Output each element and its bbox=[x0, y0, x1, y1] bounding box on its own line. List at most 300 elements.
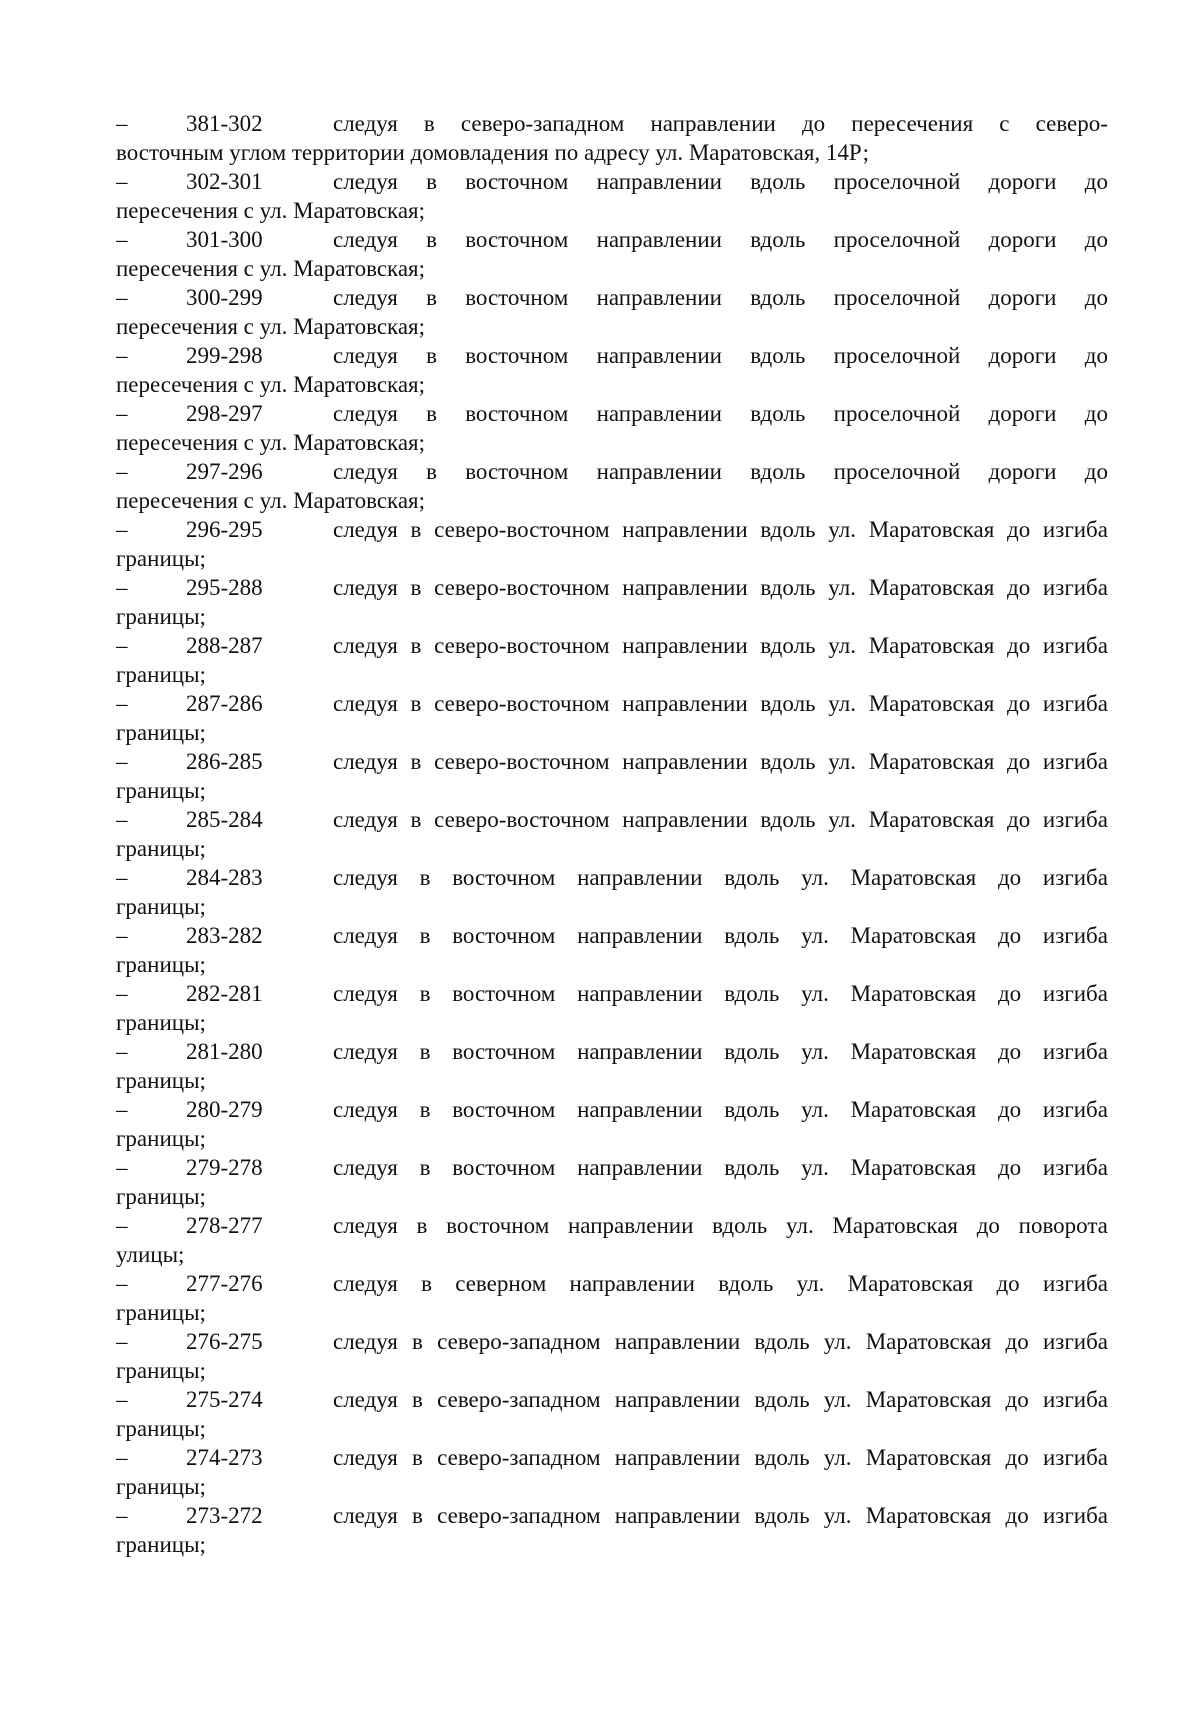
entry-word: проселочной bbox=[833, 227, 961, 252]
entry-word: до bbox=[1005, 1503, 1029, 1528]
boundary-entry bbox=[116, 1037, 1108, 1095]
entry-word: в bbox=[419, 865, 431, 890]
list-dash: – bbox=[116, 1155, 128, 1180]
entry-text bbox=[333, 1037, 1108, 1066]
entry-word: изгиба bbox=[1042, 1445, 1108, 1470]
entry-word: в bbox=[410, 575, 422, 600]
entry-word: Маратовская bbox=[847, 1271, 974, 1296]
entry-word: северо-восточном bbox=[434, 807, 610, 832]
entry-word: следуя bbox=[333, 633, 398, 658]
entry-word: в bbox=[419, 1097, 431, 1122]
entry-first-line bbox=[116, 863, 1108, 892]
list-dash: – bbox=[116, 865, 128, 890]
entry-word: восточном bbox=[465, 169, 569, 194]
entry-word: вдоль bbox=[760, 633, 816, 658]
segment-number: 281-280 bbox=[186, 1039, 263, 1064]
list-dash: – bbox=[116, 691, 128, 716]
entry-continuation: пересечения с ул. Маратовская; bbox=[116, 314, 426, 339]
entry-first-line bbox=[116, 979, 1108, 1008]
entry-first-line bbox=[116, 399, 1108, 428]
entry-word: Маратовская bbox=[850, 923, 977, 948]
segment-number: 274-273 bbox=[186, 1445, 263, 1470]
entry-word: проселочной bbox=[833, 343, 961, 368]
entry-word: вдоль bbox=[760, 691, 816, 716]
boundary-entry bbox=[116, 1501, 1108, 1559]
entry-word: Маратовская bbox=[868, 517, 995, 542]
entry-word: вдоль bbox=[750, 401, 806, 426]
entry-word: вдоль bbox=[760, 807, 816, 832]
list-dash: – bbox=[116, 575, 128, 600]
entry-word: вдоль bbox=[754, 1387, 810, 1412]
boundary-entry bbox=[116, 631, 1108, 689]
entry-word: ул. bbox=[823, 1445, 852, 1470]
boundary-entry bbox=[116, 1327, 1108, 1385]
entry-first-line bbox=[116, 631, 1108, 660]
entry-word: пересечения bbox=[851, 111, 974, 136]
entry-continuation: восточным углом территории домовладения по адресу ул. Маратовская, 14Р; bbox=[116, 140, 869, 165]
entry-word: направлении bbox=[622, 807, 748, 832]
boundary-description-list bbox=[116, 109, 1108, 1559]
entry-word: Маратовская bbox=[850, 1097, 977, 1122]
entry-word: ул. bbox=[828, 807, 856, 832]
entry-word: до bbox=[1007, 575, 1031, 600]
entry-word: следуя bbox=[333, 285, 398, 310]
entry-word: в bbox=[412, 1503, 423, 1528]
entry-word: изгиба bbox=[1042, 749, 1108, 774]
entry-word: направлении bbox=[596, 285, 722, 310]
segment-number: 280-279 bbox=[186, 1097, 263, 1122]
entry-word: следуя bbox=[333, 807, 398, 832]
entry-continuation: пересечения с ул. Маратовская; bbox=[116, 488, 426, 513]
entry-word: Маратовская bbox=[868, 575, 995, 600]
boundary-entry bbox=[116, 1153, 1108, 1211]
entry-word: северо-восточном bbox=[434, 633, 610, 658]
entry-word: следуя bbox=[333, 1329, 398, 1354]
entry-word: в bbox=[419, 1155, 431, 1180]
entry-word: вдоль bbox=[750, 227, 806, 252]
boundary-entry bbox=[116, 805, 1108, 863]
list-dash: – bbox=[116, 981, 128, 1006]
entry-word: северо-западном bbox=[437, 1387, 601, 1412]
entry-word: в bbox=[410, 633, 422, 658]
entry-word: вдоль bbox=[724, 1155, 780, 1180]
list-dash: – bbox=[116, 749, 128, 774]
entry-word: восточном bbox=[452, 1155, 556, 1180]
entry-word: до bbox=[997, 1097, 1022, 1122]
entry-word: следуя bbox=[333, 923, 398, 948]
entry-word: до bbox=[1007, 807, 1031, 832]
entry-word: до bbox=[997, 981, 1022, 1006]
list-dash: – bbox=[116, 1039, 128, 1064]
entry-continuation: границы; bbox=[116, 894, 206, 919]
entry-word: в bbox=[419, 923, 431, 948]
entry-first-line bbox=[116, 1501, 1108, 1530]
entry-word: направлении bbox=[596, 227, 722, 252]
entry-word: дороги bbox=[988, 227, 1057, 252]
segment-number: 277-276 bbox=[186, 1271, 263, 1296]
boundary-entry bbox=[116, 1269, 1108, 1327]
entry-first-line bbox=[116, 167, 1108, 196]
boundary-entry bbox=[116, 457, 1108, 515]
entry-word: с bbox=[999, 111, 1010, 136]
entry-word: в bbox=[412, 1445, 423, 1470]
boundary-entry bbox=[116, 515, 1108, 573]
entry-word: в bbox=[426, 401, 437, 426]
entry-text bbox=[333, 225, 1108, 254]
entry-word: изгиба bbox=[1042, 923, 1108, 948]
entry-word: ул. bbox=[796, 1271, 825, 1296]
boundary-entry bbox=[116, 1385, 1108, 1443]
entry-word: направлении bbox=[596, 401, 722, 426]
entry-word: в bbox=[410, 691, 422, 716]
entry-word: следуя bbox=[333, 459, 398, 484]
entry-word: ул. bbox=[801, 1097, 829, 1122]
entry-word: в bbox=[412, 1387, 423, 1412]
entry-word: северо-восточном bbox=[434, 691, 610, 716]
list-dash: – bbox=[116, 343, 128, 368]
entry-word: до bbox=[1005, 1329, 1029, 1354]
boundary-entry bbox=[116, 979, 1108, 1037]
entry-first-line bbox=[116, 1153, 1108, 1182]
entry-word: направлении bbox=[569, 1271, 695, 1296]
entry-word: ул. bbox=[828, 575, 856, 600]
entry-word: проселочной bbox=[833, 459, 961, 484]
entry-word: поворота bbox=[1018, 1213, 1108, 1238]
entry-word: Маратовская bbox=[865, 1445, 992, 1470]
entry-word: в bbox=[423, 111, 435, 136]
entry-text bbox=[333, 1501, 1108, 1530]
entry-first-line bbox=[116, 109, 1108, 138]
entry-word: направлении bbox=[577, 923, 703, 948]
segment-number: 288-287 bbox=[186, 633, 263, 658]
entry-word: ул. bbox=[828, 749, 856, 774]
entry-word: до bbox=[1007, 633, 1031, 658]
list-dash: – bbox=[116, 807, 128, 832]
entry-word: Маратовская bbox=[850, 1155, 977, 1180]
segment-number: 276-275 bbox=[186, 1329, 263, 1354]
entry-word: ул. bbox=[828, 691, 856, 716]
entry-continuation: границы; bbox=[116, 1010, 206, 1035]
entry-word: Маратовская bbox=[832, 1213, 958, 1238]
entry-continuation: границы; bbox=[116, 1474, 206, 1499]
entry-word: Маратовская bbox=[850, 981, 977, 1006]
entry-continuation: границы; bbox=[116, 720, 206, 745]
entry-text bbox=[333, 805, 1108, 834]
entry-word: вдоль bbox=[760, 749, 816, 774]
entry-word: до bbox=[976, 1213, 1000, 1238]
entry-word: восточном bbox=[465, 227, 569, 252]
entry-word: проселочной bbox=[833, 169, 961, 194]
entry-word: северо-западном bbox=[437, 1503, 601, 1528]
entry-word: в bbox=[426, 169, 437, 194]
entry-word: вдоль bbox=[760, 575, 816, 600]
entry-word: восточном bbox=[465, 285, 569, 310]
list-dash: – bbox=[116, 1387, 128, 1412]
entry-word: вдоль bbox=[724, 1097, 780, 1122]
entry-word: Маратовская bbox=[850, 865, 977, 890]
entry-word: северо-западном bbox=[437, 1329, 601, 1354]
entry-word: до bbox=[1084, 169, 1108, 194]
entry-first-line bbox=[116, 225, 1108, 254]
entry-word: направлении bbox=[622, 517, 748, 542]
entry-word: следуя bbox=[333, 1387, 398, 1412]
list-dash: – bbox=[116, 111, 128, 136]
entry-word: северо- bbox=[1035, 111, 1108, 136]
entry-first-line bbox=[116, 747, 1108, 776]
entry-word: Маратовская bbox=[868, 807, 995, 832]
entry-word: следуя bbox=[333, 343, 398, 368]
entry-text bbox=[333, 1211, 1108, 1240]
entry-text bbox=[333, 1153, 1108, 1182]
entry-word: восточном bbox=[452, 865, 556, 890]
list-dash: – bbox=[116, 633, 128, 658]
segment-number: 279-278 bbox=[186, 1155, 263, 1180]
entry-word: следуя bbox=[333, 575, 398, 600]
entry-word: изгиба bbox=[1042, 1097, 1108, 1122]
entry-word: изгиба bbox=[1042, 865, 1108, 890]
entry-word: ул. bbox=[828, 633, 856, 658]
list-dash: – bbox=[116, 1097, 128, 1122]
entry-word: до bbox=[1007, 749, 1031, 774]
entry-text bbox=[333, 457, 1108, 486]
entry-continuation: границы; bbox=[116, 1300, 206, 1325]
entry-word: направлении bbox=[622, 575, 748, 600]
entry-text bbox=[333, 921, 1108, 950]
entry-word: направлении bbox=[614, 1387, 741, 1412]
entry-word: вдоль bbox=[754, 1445, 810, 1470]
segment-number: 299-298 bbox=[186, 343, 263, 368]
boundary-entry bbox=[116, 1095, 1108, 1153]
entry-word: следуя bbox=[333, 865, 398, 890]
entry-text bbox=[333, 399, 1108, 428]
list-dash: – bbox=[116, 1271, 128, 1296]
entry-word: Маратовская bbox=[865, 1503, 992, 1528]
entry-first-line bbox=[116, 1269, 1108, 1298]
segment-number: 297-296 bbox=[186, 459, 263, 484]
entry-word: направлении bbox=[614, 1445, 741, 1470]
segment-number: 275-274 bbox=[186, 1387, 263, 1412]
entry-word: направлении bbox=[622, 749, 748, 774]
entry-word: следуя bbox=[333, 1097, 398, 1122]
entry-word: до bbox=[1007, 691, 1031, 716]
entry-text bbox=[333, 631, 1108, 660]
entry-text bbox=[333, 1095, 1108, 1124]
entry-word: вдоль bbox=[760, 517, 816, 542]
boundary-entry bbox=[116, 1443, 1108, 1501]
entry-word: ул. bbox=[801, 923, 829, 948]
entry-continuation: границы; bbox=[116, 778, 206, 803]
entry-word: проселочной bbox=[833, 285, 961, 310]
entry-continuation: пересечения с ул. Маратовская; bbox=[116, 372, 426, 397]
list-dash: – bbox=[116, 169, 128, 194]
entry-word: направлении bbox=[650, 111, 776, 136]
entry-word: в bbox=[410, 807, 422, 832]
segment-number: 285-284 bbox=[186, 807, 263, 832]
entry-first-line bbox=[116, 457, 1108, 486]
entry-word: восточном bbox=[465, 459, 569, 484]
boundary-entry bbox=[116, 225, 1108, 283]
entry-word: в bbox=[416, 1213, 428, 1238]
entry-word: в bbox=[421, 1271, 432, 1296]
list-dash: – bbox=[116, 285, 128, 310]
segment-number: 287-286 bbox=[186, 691, 263, 716]
segment-number: 284-283 bbox=[186, 865, 263, 890]
segment-number: 273-272 bbox=[186, 1503, 263, 1528]
entry-word: до bbox=[1005, 1445, 1029, 1470]
entry-word: следуя bbox=[333, 401, 398, 426]
entry-word: восточном bbox=[452, 1039, 556, 1064]
entry-word: ул. bbox=[823, 1387, 852, 1412]
entry-word: в bbox=[410, 517, 422, 542]
entry-word: следуя bbox=[333, 1213, 398, 1238]
entry-first-line bbox=[116, 1443, 1108, 1472]
entry-word: направлении bbox=[614, 1503, 741, 1528]
entry-word: восточном bbox=[446, 1213, 550, 1238]
entry-continuation: границы; bbox=[116, 662, 206, 687]
entry-word: до bbox=[997, 1155, 1022, 1180]
entry-text bbox=[333, 979, 1108, 1008]
entry-word: ул. bbox=[801, 865, 829, 890]
boundary-entry bbox=[116, 109, 1108, 167]
entry-word: северо-восточном bbox=[434, 575, 610, 600]
entry-word: ул. bbox=[823, 1329, 852, 1354]
entry-word: следуя bbox=[333, 1503, 398, 1528]
entry-text bbox=[333, 573, 1108, 602]
entry-word: изгиба bbox=[1042, 1271, 1108, 1296]
entry-word: дороги bbox=[988, 343, 1057, 368]
entry-word: изгиба bbox=[1042, 1387, 1108, 1412]
entry-word: направлении bbox=[577, 1039, 703, 1064]
entry-word: Маратовская bbox=[868, 749, 995, 774]
entry-first-line bbox=[116, 1037, 1108, 1066]
entry-continuation: улицы; bbox=[116, 1242, 185, 1267]
entry-word: вдоль bbox=[724, 1039, 780, 1064]
entry-word: Маратовская bbox=[868, 633, 995, 658]
entry-word: до bbox=[1005, 1387, 1029, 1412]
entry-word: до bbox=[997, 923, 1022, 948]
entry-text bbox=[333, 167, 1108, 196]
entry-word: до bbox=[1084, 459, 1108, 484]
entry-word: изгиба bbox=[1042, 633, 1108, 658]
entry-text bbox=[333, 283, 1108, 312]
boundary-entry bbox=[116, 1211, 1108, 1269]
entry-word: северо-западном bbox=[460, 111, 625, 136]
boundary-entry bbox=[116, 283, 1108, 341]
entry-word: следуя bbox=[333, 749, 398, 774]
entry-word: следуя bbox=[333, 111, 398, 136]
entry-continuation: пересечения с ул. Маратовская; bbox=[116, 430, 426, 455]
entry-text bbox=[333, 863, 1108, 892]
entry-word: Маратовская bbox=[850, 1039, 977, 1064]
segment-number: 300-299 bbox=[186, 285, 263, 310]
segment-number: 286-285 bbox=[186, 749, 263, 774]
entry-first-line bbox=[116, 921, 1108, 950]
boundary-entry bbox=[116, 573, 1108, 631]
entry-continuation: границы; bbox=[116, 1068, 206, 1093]
boundary-entry bbox=[116, 341, 1108, 399]
entry-continuation: границы; bbox=[116, 1416, 206, 1441]
entry-first-line bbox=[116, 1095, 1108, 1124]
entry-word: дороги bbox=[988, 169, 1057, 194]
segment-number: 296-295 bbox=[186, 517, 263, 542]
entry-word: ул. bbox=[801, 981, 829, 1006]
entry-word: северо-западном bbox=[437, 1445, 601, 1470]
entry-word: северо-восточном bbox=[434, 517, 610, 542]
boundary-entry bbox=[116, 747, 1108, 805]
entry-word: вдоль bbox=[750, 459, 806, 484]
entry-word: Маратовская bbox=[868, 691, 995, 716]
entry-word: дороги bbox=[988, 401, 1057, 426]
entry-word: направлении bbox=[577, 981, 703, 1006]
entry-word: следуя bbox=[333, 169, 398, 194]
entry-word: направлении bbox=[614, 1329, 741, 1354]
list-dash: – bbox=[116, 227, 128, 252]
entry-word: восточном bbox=[465, 401, 569, 426]
entry-word: проселочной bbox=[833, 401, 961, 426]
entry-word: следуя bbox=[333, 1445, 398, 1470]
entry-continuation: пересечения с ул. Маратовская; bbox=[116, 256, 426, 281]
entry-word: изгиба bbox=[1042, 981, 1108, 1006]
entry-first-line bbox=[116, 515, 1108, 544]
entry-word: вдоль bbox=[724, 923, 780, 948]
entry-word: направлении bbox=[577, 865, 703, 890]
entry-continuation: границы; bbox=[116, 546, 206, 571]
entry-word: до bbox=[1084, 227, 1108, 252]
entry-word: вдоль bbox=[718, 1271, 774, 1296]
entry-word: вдоль bbox=[754, 1329, 810, 1354]
entry-word: изгиба bbox=[1042, 1039, 1108, 1064]
entry-word: следуя bbox=[333, 981, 398, 1006]
entry-word: ул. bbox=[801, 1155, 829, 1180]
list-dash: – bbox=[116, 1445, 128, 1470]
entry-word: изгиба bbox=[1042, 691, 1108, 716]
segment-number: 381-302 bbox=[186, 111, 263, 136]
entry-text bbox=[333, 1443, 1108, 1472]
entry-first-line bbox=[116, 341, 1108, 370]
entry-word: до bbox=[1084, 285, 1108, 310]
boundary-entry bbox=[116, 863, 1108, 921]
list-dash: – bbox=[116, 401, 128, 426]
boundary-entry bbox=[116, 399, 1108, 457]
entry-word: направлении bbox=[596, 343, 722, 368]
entry-word: в bbox=[426, 343, 437, 368]
segment-number: 282-281 bbox=[186, 981, 263, 1006]
entry-word: ул. bbox=[828, 517, 856, 542]
segment-number: 283-282 bbox=[186, 923, 263, 948]
entry-word: до bbox=[997, 1039, 1022, 1064]
entry-word: изгиба bbox=[1042, 807, 1108, 832]
entry-word: до bbox=[1084, 401, 1108, 426]
entry-word: направлении bbox=[577, 1155, 703, 1180]
segment-number: 302-301 bbox=[186, 169, 263, 194]
entry-word: изгиба bbox=[1042, 575, 1108, 600]
entry-word: дороги bbox=[988, 459, 1057, 484]
entry-first-line bbox=[116, 1385, 1108, 1414]
entry-word: следуя bbox=[333, 1155, 398, 1180]
entry-first-line bbox=[116, 283, 1108, 312]
entry-word: вдоль bbox=[724, 981, 780, 1006]
entry-word: ул. bbox=[785, 1213, 814, 1238]
entry-word: северо-восточном bbox=[434, 749, 610, 774]
boundary-entry bbox=[116, 689, 1108, 747]
entry-continuation: границы; bbox=[116, 1532, 206, 1557]
list-dash: – bbox=[116, 517, 128, 542]
entry-word: до bbox=[996, 1271, 1020, 1296]
entry-word: следуя bbox=[333, 1271, 398, 1296]
entry-text bbox=[333, 1385, 1108, 1414]
entry-word: изгиба bbox=[1042, 1155, 1108, 1180]
entry-word: ул. bbox=[801, 1039, 829, 1064]
